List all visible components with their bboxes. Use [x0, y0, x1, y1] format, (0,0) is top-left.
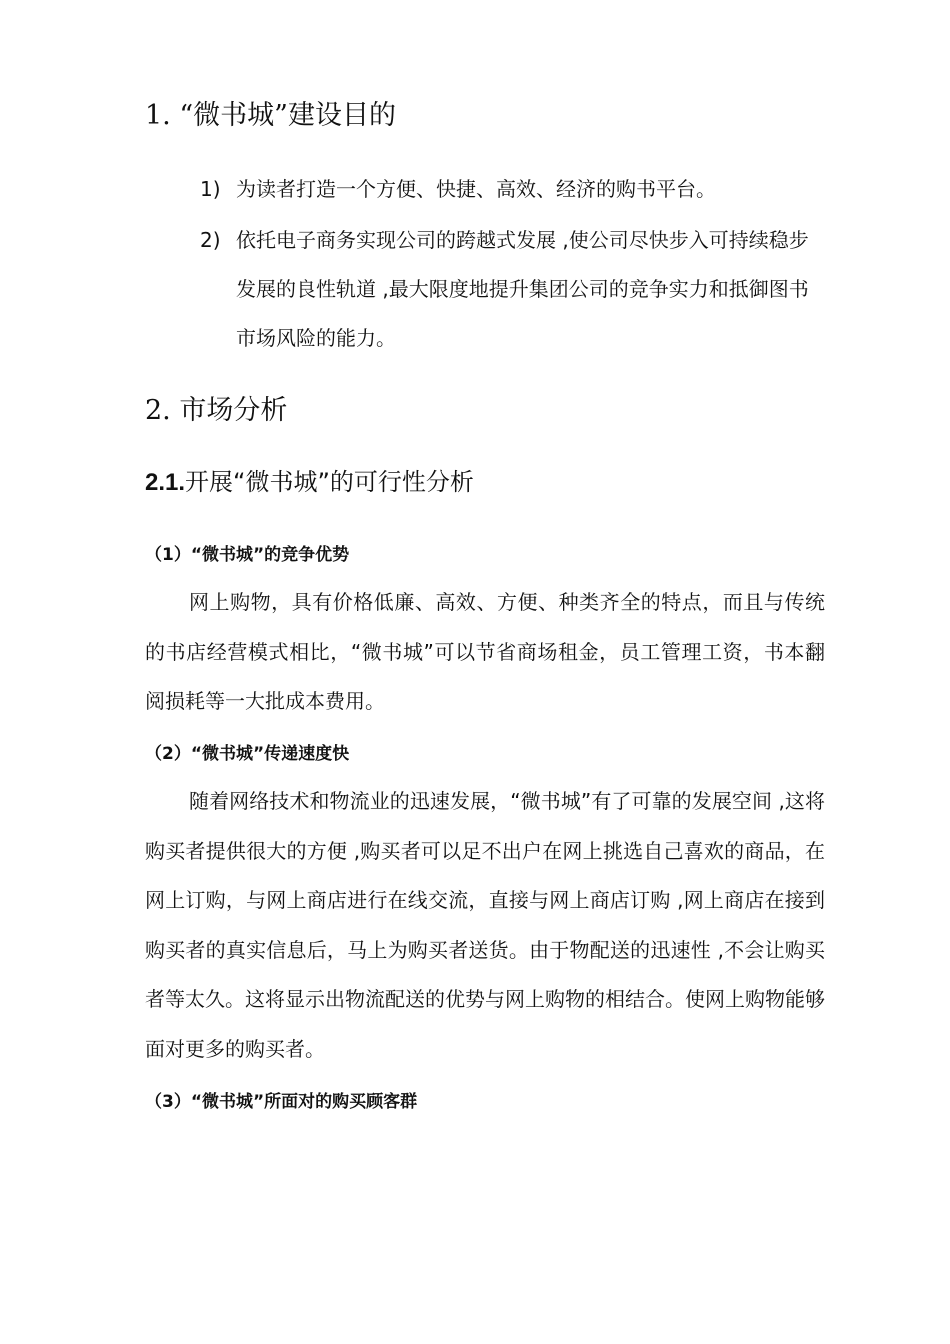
- point-2-body: 随着网络技术和物流业的迅速发展，“微书城”有了可靠的发展空间 ,这将购买者提供很大的方便 ,购买者可以足不出户在网上挑选自己喜欢的商品，在网上订购，与网上商店进行在线交流，直接与网上商店订购 ,网上商店在接到购买者的真实信息后，马上为购买者送货。由于物配送的迅速性 ,不会让购买者等太久。这将显示出物流配送的优势与网上购物的相结合。使网上购物能够面对更多的购买者。: [145, 789, 825, 1061]
- point-1-body: 网上购物，具有价格低廉、高效、方便、种类齐全的特点，而且与传统的书店经营模式相比，“微书城”可以节省商场租金，员工管理工资，书本翻阅损耗等一大批成本费用。: [145, 590, 825, 713]
- subsection-number: 2.1.: [145, 469, 186, 496]
- subsection-heading: [145, 465, 474, 500]
- list-item-2: [200, 216, 820, 363]
- point-1-title: （1）“微书城”的竞争优势: [145, 545, 350, 565]
- section1-heading: 1. “微书城”建设目的: [145, 100, 396, 131]
- list-item-number: 1): [200, 177, 221, 201]
- list-item-text: 依托电子商务实现公司的跨越式发展 ,使公司尽快步入可持续稳步发展的良性轨道 ,最大限度地提升集团公司的竞争实力和抵御图书市场风险的能力。: [236, 228, 809, 350]
- point-3-title: （3）“微书城”所面对的购买顾客群: [145, 1092, 418, 1112]
- subsection-title: 开展“微书城”的可行性分析: [185, 468, 474, 496]
- list-item-text: 为读者打造一个方便、快捷、高效、经济的购书平台。: [236, 177, 716, 201]
- list-item-1: [200, 165, 820, 214]
- section2-heading: 2. 市场分析: [145, 395, 288, 426]
- list-item-number: 2): [200, 228, 221, 252]
- point-2-title: （2）“微书城”传递速度快: [145, 744, 350, 764]
